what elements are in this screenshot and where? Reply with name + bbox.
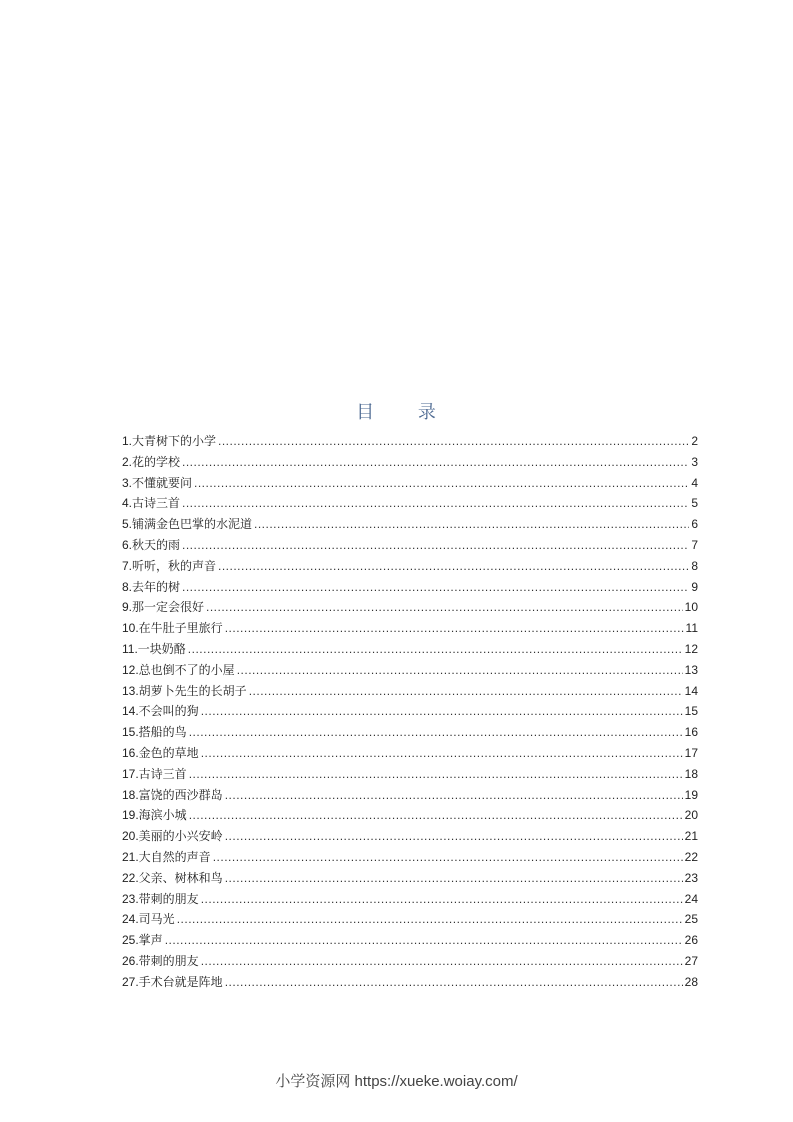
- toc-entry-label[interactable]: 13.胡萝卜先生的长胡子: [122, 683, 247, 698]
- toc-leader-dots: [237, 660, 683, 681]
- toc-entry-label[interactable]: 22.父亲、树林和鸟: [122, 870, 223, 885]
- toc-entry-page[interactable]: 10: [684, 600, 698, 615]
- toc-entry-page[interactable]: 15: [684, 704, 698, 719]
- toc-entry[interactable]: [122, 722, 698, 743]
- toc-entry-label[interactable]: 21.大自然的声音: [122, 849, 211, 864]
- toc-entry[interactable]: [122, 785, 698, 806]
- toc-entry-page[interactable]: 7: [691, 537, 698, 552]
- toc-entry[interactable]: [122, 847, 698, 868]
- toc-entry[interactable]: [122, 577, 698, 598]
- toc-title-part2: 录: [417, 402, 437, 423]
- toc-entry-label[interactable]: 12.总也倒不了的小屋: [122, 662, 235, 677]
- toc-leader-dots: [182, 493, 689, 514]
- toc-entry[interactable]: [122, 909, 698, 930]
- toc-entry-label[interactable]: 27.手术台就是阵地: [122, 974, 223, 989]
- table-of-contents: [122, 431, 698, 993]
- toc-entry-page[interactable]: 12: [684, 641, 698, 656]
- toc-entry-page[interactable]: 14: [684, 683, 698, 698]
- footer-watermark: 小学资源网 https://xueke.woiay.com/: [275, 1073, 518, 1090]
- toc-leader-dots: [189, 805, 683, 826]
- toc-leader-dots: [182, 452, 689, 473]
- toc-entry-page[interactable]: 16: [684, 725, 698, 740]
- toc-entry-page[interactable]: 13: [684, 662, 698, 677]
- toc-entry-page[interactable]: 5: [691, 496, 698, 511]
- toc-leader-dots: [182, 577, 689, 598]
- toc-entry-label[interactable]: 18.富饶的西沙群岛: [122, 787, 223, 802]
- toc-entry-page[interactable]: 22: [684, 849, 698, 864]
- toc-entry-label[interactable]: 16.金色的草地: [122, 745, 199, 760]
- toc-leader-dots: [165, 930, 683, 951]
- toc-entry-page[interactable]: 28: [684, 974, 698, 989]
- toc-entry-label[interactable]: 25.掌声: [122, 933, 163, 948]
- toc-entry-page[interactable]: 24: [684, 891, 698, 906]
- toc-entry-page[interactable]: 3: [691, 454, 698, 469]
- toc-entry[interactable]: [122, 930, 698, 951]
- toc-entry[interactable]: [122, 805, 698, 826]
- toc-entry[interactable]: [122, 452, 698, 473]
- toc-leader-dots: [201, 701, 683, 722]
- toc-entry[interactable]: [122, 493, 698, 514]
- toc-leader-dots: [254, 514, 689, 535]
- toc-leader-dots: [206, 597, 683, 618]
- toc-leader-dots: [225, 972, 683, 993]
- toc-entry-page[interactable]: 8: [691, 558, 698, 573]
- toc-leader-dots: [218, 556, 689, 577]
- toc-leader-dots: [201, 951, 683, 972]
- toc-entry-label[interactable]: 17.古诗三首: [122, 766, 187, 781]
- toc-entry[interactable]: [122, 764, 698, 785]
- toc-leader-dots: [177, 909, 683, 930]
- toc-entry-label[interactable]: 6.秋天的雨: [122, 537, 181, 552]
- toc-entry-label[interactable]: 3.不懂就要问: [122, 475, 193, 490]
- toc-entry[interactable]: [122, 826, 698, 847]
- toc-entry-page[interactable]: 21: [684, 829, 698, 844]
- toc-leader-dots: [249, 681, 683, 702]
- toc-entry-page[interactable]: 20: [684, 808, 698, 823]
- toc-leader-dots: [194, 473, 689, 494]
- toc-entry-label[interactable]: 23.带刺的朋友: [122, 891, 199, 906]
- toc-entry[interactable]: [122, 972, 698, 993]
- toc-entry[interactable]: [122, 681, 698, 702]
- toc-leader-dots: [213, 847, 683, 868]
- toc-leader-dots: [182, 535, 689, 556]
- toc-leader-dots: [225, 618, 684, 639]
- toc-entry-label[interactable]: 15.搭船的鸟: [122, 725, 187, 740]
- toc-entry-page[interactable]: 27: [684, 953, 698, 968]
- toc-leader-dots: [225, 868, 683, 889]
- toc-entry-label[interactable]: 5.铺满金色巴掌的水泥道: [122, 517, 253, 532]
- toc-entry[interactable]: [122, 618, 698, 639]
- toc-entry[interactable]: [122, 514, 698, 535]
- toc-entry-page[interactable]: 6: [691, 517, 698, 532]
- toc-entry-label[interactable]: 26.带刺的朋友: [122, 953, 199, 968]
- toc-entry[interactable]: [122, 431, 698, 452]
- toc-entry-page[interactable]: 17: [684, 745, 698, 760]
- toc-leader-dots: [225, 785, 683, 806]
- toc-entry[interactable]: [122, 473, 698, 494]
- toc-entry-page[interactable]: 9: [691, 579, 698, 594]
- toc-leader-dots: [201, 889, 683, 910]
- toc-entry-label[interactable]: 24.司马光: [122, 912, 175, 927]
- toc-entry[interactable]: [122, 639, 698, 660]
- toc-entry-page[interactable]: 23: [684, 870, 698, 885]
- toc-title: [0, 398, 793, 424]
- toc-leader-dots: [201, 743, 683, 764]
- toc-leader-dots: [218, 431, 689, 452]
- toc-entry-label[interactable]: 4.古诗三首: [122, 496, 181, 511]
- toc-entry[interactable]: [122, 556, 698, 577]
- toc-entry-label[interactable]: 9.那一定会很好: [122, 600, 205, 615]
- toc-entry[interactable]: [122, 535, 698, 556]
- toc-entry-label[interactable]: 1.大青树下的小学: [122, 434, 217, 448]
- toc-entry[interactable]: [122, 743, 698, 764]
- toc-leader-dots: [188, 639, 683, 660]
- toc-leader-dots: [189, 722, 683, 743]
- toc-entry[interactable]: [122, 701, 698, 722]
- toc-leader-dots: [225, 826, 683, 847]
- toc-entry-page[interactable]: 2: [691, 434, 698, 448]
- toc-entry-page[interactable]: 4: [691, 475, 698, 490]
- toc-entry-label[interactable]: 8.去年的树: [122, 579, 181, 594]
- toc-title-part1: 目: [356, 402, 376, 423]
- toc-entry-page[interactable]: 26: [684, 933, 698, 948]
- toc-entry-label[interactable]: 2.花的学校: [122, 454, 181, 469]
- toc-entry[interactable]: [122, 951, 698, 972]
- toc-entry-label[interactable]: 10.在牛肚子里旅行: [122, 621, 223, 636]
- toc-leader-dots: [189, 764, 683, 785]
- toc-entry[interactable]: [122, 868, 698, 889]
- toc-entry-page[interactable]: 19: [684, 787, 698, 802]
- toc-entry-page[interactable]: 18: [684, 766, 698, 781]
- toc-entry-label[interactable]: 19.海滨小城: [122, 808, 187, 823]
- toc-entry[interactable]: [122, 597, 698, 618]
- toc-entry[interactable]: [122, 660, 698, 681]
- toc-entry-label[interactable]: 7.听听，秋的声音: [122, 558, 217, 573]
- toc-entry-label[interactable]: 11.一块奶酪: [122, 641, 186, 656]
- toc-entry-page[interactable]: 11: [685, 621, 698, 636]
- toc-entry[interactable]: [122, 889, 698, 910]
- toc-entry-label[interactable]: 14.不会叫的狗: [122, 704, 199, 719]
- toc-entry-page[interactable]: 25: [684, 912, 698, 927]
- toc-entry-label[interactable]: 20.美丽的小兴安岭: [122, 829, 223, 844]
